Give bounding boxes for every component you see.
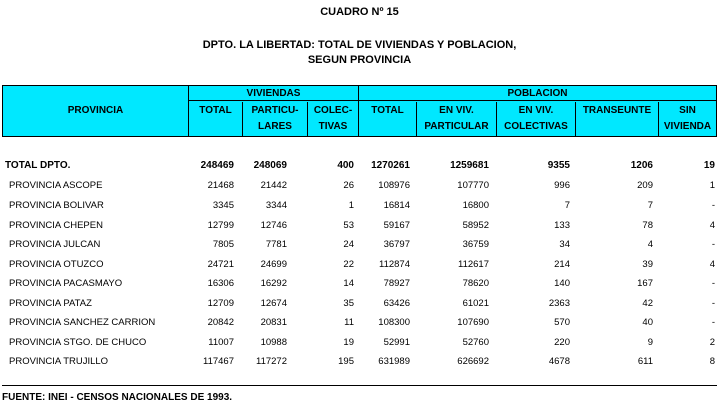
cell-value: 108300 <box>378 317 410 328</box>
table-row <box>0 296 719 312</box>
header-pob-total: TOTAL <box>371 105 404 116</box>
cell-value: 34 <box>559 239 570 250</box>
province-name: PROVINCIA STGO. DE CHUCO <box>9 337 147 348</box>
cell-value: 209 <box>637 180 653 191</box>
province-name: PROVINCIA JULCAN <box>9 239 101 250</box>
cell-value: 24721 <box>207 259 234 270</box>
cell-value: 133 <box>554 220 570 231</box>
cell-value: 11007 <box>208 337 234 348</box>
cell-value: - <box>711 278 715 289</box>
cell-value: 12746 <box>260 220 287 231</box>
total-viv-particulares: 248069 <box>253 160 287 171</box>
cell-value: - <box>711 317 715 328</box>
cell-value: 220 <box>554 337 570 348</box>
cell-value: 4 <box>647 239 653 250</box>
cell-value: 39 <box>642 259 653 270</box>
table-row <box>0 198 719 214</box>
cell-value: 36759 <box>462 239 489 250</box>
total-viv-total: 248469 <box>200 160 234 171</box>
cell-value: 2363 <box>548 298 570 309</box>
cell-value: 2 <box>709 337 715 348</box>
header-pob-colectivas-2: COLECTIVAS <box>504 121 568 132</box>
cell-value: 16292 <box>260 278 287 289</box>
table-row <box>0 218 719 234</box>
cell-value: 195 <box>338 356 354 367</box>
cell-value: 626692 <box>457 356 489 367</box>
province-name: PROVINCIA ASCOPE <box>9 180 103 191</box>
total-transeunte: 1206 <box>630 160 653 171</box>
cell-value: 12709 <box>207 298 234 309</box>
cell-value: 7781 <box>265 239 287 250</box>
cell-value: 108976 <box>378 180 410 191</box>
province-name: PROVINCIA OTUZCO <box>9 259 104 270</box>
header-pob-particular-2: PARTICULAR <box>424 121 489 132</box>
cell-value: 4678 <box>548 356 570 367</box>
total-viv-colectivas: 400 <box>337 160 354 171</box>
cell-value: 52991 <box>383 337 410 348</box>
cell-value: 19 <box>343 337 354 348</box>
cell-value: 117467 <box>203 356 234 367</box>
table-header <box>2 85 717 137</box>
cell-value: 63426 <box>383 298 410 309</box>
cell-value: 611 <box>637 356 653 367</box>
header-pob-particular-1: EN VIV. <box>439 105 474 116</box>
cell-value: 20831 <box>260 317 287 328</box>
total-pob-colectivas: 9355 <box>547 160 570 171</box>
cell-value: 58952 <box>462 220 489 231</box>
source-footnote: FUENTE: INEI - CENSOS NACIONALES DE 1993. <box>2 392 233 403</box>
cell-value: 16800 <box>462 200 489 211</box>
table-bottom-rule <box>2 385 717 386</box>
province-name: PROVINCIA BOLIVAR <box>9 200 104 211</box>
cell-value: 3344 <box>265 200 287 211</box>
header-sin-vivienda-1: SIN <box>679 105 696 116</box>
cell-value: 24 <box>343 239 354 250</box>
cell-value: - <box>711 298 715 309</box>
cell-value: 36797 <box>383 239 410 250</box>
cell-value: 12674 <box>260 298 287 309</box>
total-pob-total: 1270261 <box>371 160 410 171</box>
cell-value: 10988 <box>260 337 287 348</box>
total-label: TOTAL DPTO. <box>5 160 71 171</box>
cell-value: 11 <box>344 317 354 328</box>
cell-value: 21468 <box>207 180 234 191</box>
header-viv-total: TOTAL <box>199 105 232 116</box>
table-row <box>0 276 719 292</box>
cell-value: - <box>711 239 715 250</box>
table-subtitle-line2: SEGUN PROVINCIA <box>307 54 412 66</box>
table-row <box>0 178 719 194</box>
cell-value: 21442 <box>260 180 287 191</box>
cell-value: 1 <box>348 200 354 211</box>
table-row <box>0 257 719 273</box>
cell-value: 35 <box>343 298 354 309</box>
cell-value: 40 <box>642 317 653 328</box>
cell-value: 1 <box>709 180 715 191</box>
cell-value: 7805 <box>212 239 234 250</box>
cell-value: 78620 <box>462 278 489 289</box>
cell-value: 16306 <box>207 278 234 289</box>
cell-value: 52760 <box>462 337 489 348</box>
cell-value: 20842 <box>207 317 234 328</box>
total-pob-particular: 1259681 <box>450 160 489 171</box>
cell-value: 3345 <box>212 200 234 211</box>
province-name: PROVINCIA TRUJILLO <box>9 356 109 367</box>
province-name: PROVINCIA PACASMAYO <box>9 278 123 289</box>
header-provincia: PROVINCIA <box>67 105 124 116</box>
cell-value: 22 <box>343 259 354 270</box>
header-poblacion-group: POBLACION <box>507 88 568 99</box>
header-pob-colectivas-1: EN VIV. <box>518 105 554 116</box>
table-row <box>0 315 719 331</box>
cell-value: 14 <box>343 278 354 289</box>
cell-value: 117272 <box>256 356 287 367</box>
cell-value: 7 <box>647 200 653 211</box>
cell-value: 4 <box>709 259 715 270</box>
cell-value: 996 <box>554 180 570 191</box>
cell-value: 78 <box>642 220 653 231</box>
cell-value: 26 <box>343 180 354 191</box>
table-row-total <box>0 158 719 174</box>
cell-value: 42 <box>642 298 653 309</box>
cell-value: 107690 <box>457 317 489 328</box>
header-viv-colectivas-2: TIVAS <box>318 121 348 132</box>
header-sin-vivienda-2: VIVIENDA <box>663 121 712 132</box>
cell-value: 112617 <box>458 259 489 270</box>
cell-value: 7 <box>564 200 570 211</box>
cell-value: 78927 <box>383 278 410 289</box>
header-viv-colectivas-1: COLEC- <box>313 105 353 116</box>
cell-value: 4 <box>709 220 715 231</box>
total-sin-vivienda: 19 <box>703 160 715 171</box>
header-viv-particulares-2: LARES <box>258 121 292 132</box>
cell-value: 8 <box>709 356 715 367</box>
cell-value: 61021 <box>462 298 489 309</box>
cell-value: - <box>711 200 715 211</box>
cell-value: 12799 <box>207 220 234 231</box>
header-transeunte: TRANSEUNTE <box>582 105 652 116</box>
cell-value: 59167 <box>383 220 410 231</box>
table-subtitle-line1: DPTO. LA LIBERTAD: TOTAL DE VIVIENDAS Y POBLACION, <box>202 39 517 51</box>
cell-value: 140 <box>554 278 570 289</box>
header-viv-particulares-1: PARTICU- <box>251 105 299 116</box>
cell-value: 570 <box>554 317 570 328</box>
table-row <box>0 354 719 370</box>
cell-value: 112874 <box>379 259 410 270</box>
cell-value: 631989 <box>378 356 410 367</box>
province-name: PROVINCIA CHEPEN <box>9 220 103 231</box>
province-name: PROVINCIA SANCHEZ CARRION <box>9 317 156 328</box>
header-viviendas-group: VIVIENDAS <box>246 88 301 99</box>
province-name: PROVINCIA PATAZ <box>9 298 92 309</box>
cell-value: 214 <box>554 259 570 270</box>
table-row <box>0 237 719 253</box>
table-title: CUADRO Nº 15 <box>320 6 399 18</box>
table-row <box>0 335 719 351</box>
cell-value: 167 <box>637 278 653 289</box>
cell-value: 9 <box>647 337 653 348</box>
cell-value: 16814 <box>383 200 410 211</box>
cell-value: 107770 <box>457 180 489 191</box>
cell-value: 53 <box>343 220 354 231</box>
cell-value: 24699 <box>260 259 287 270</box>
